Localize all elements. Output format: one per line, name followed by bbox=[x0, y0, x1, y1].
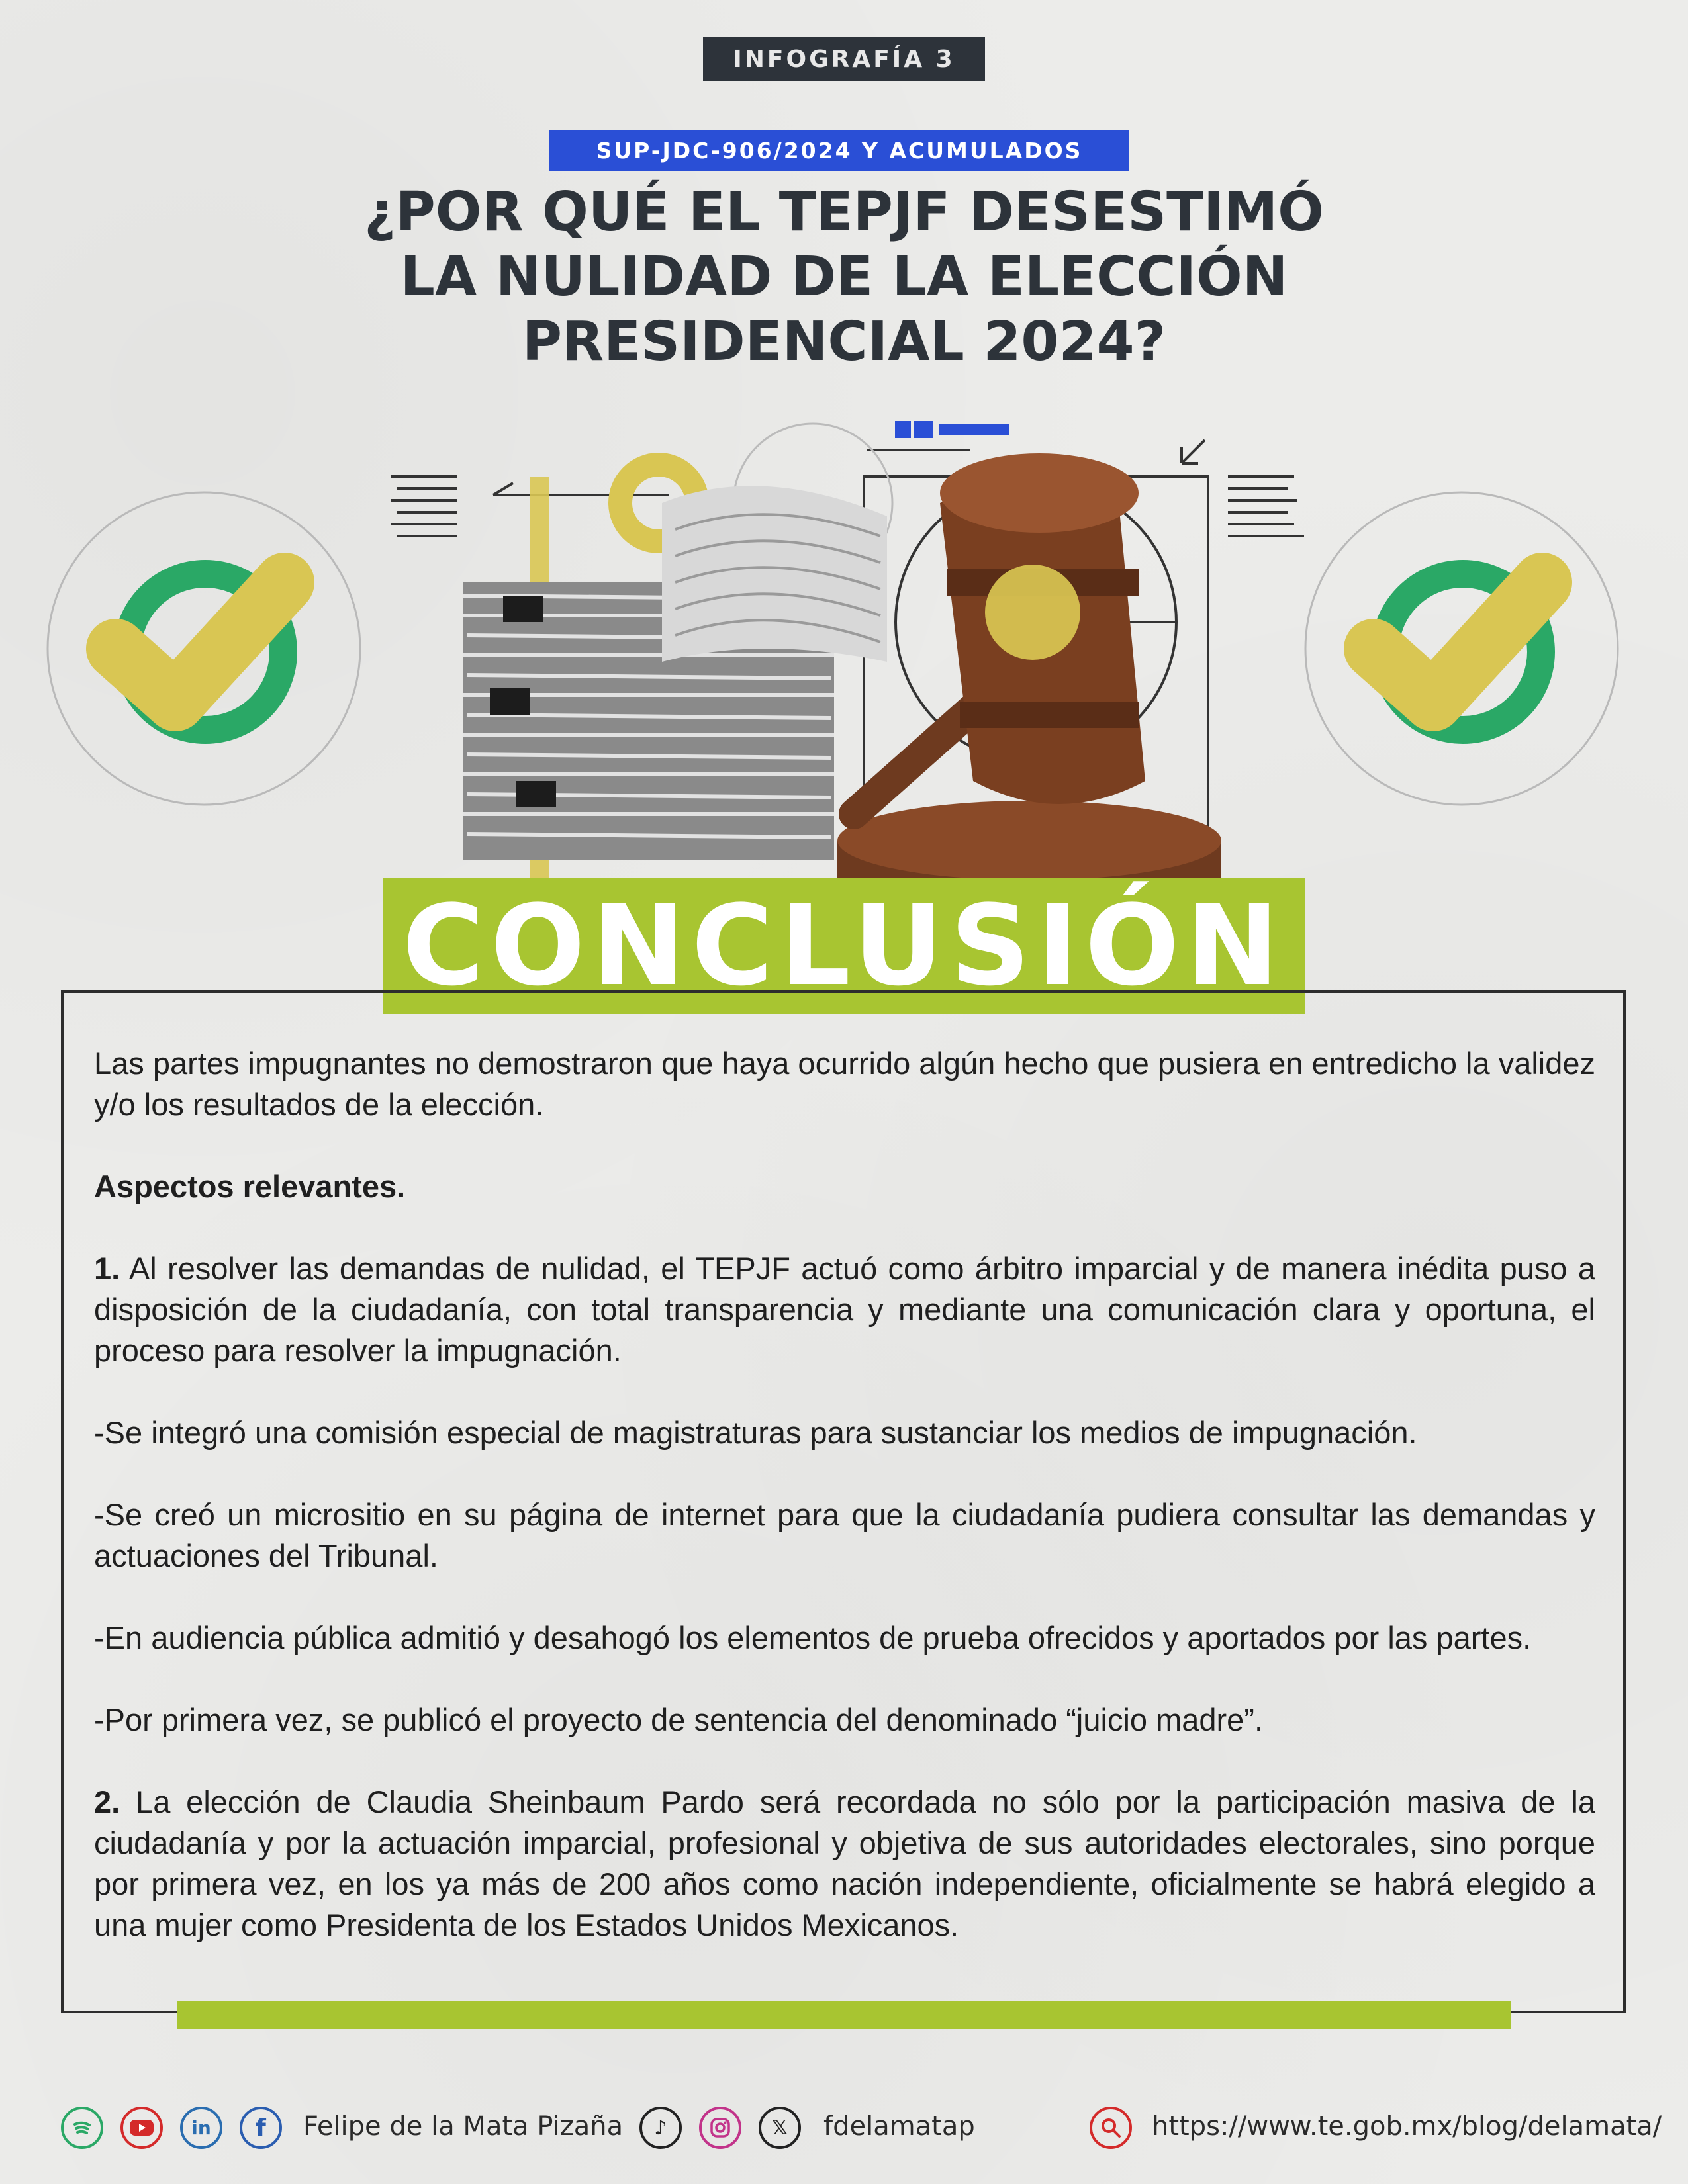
item-1 bbox=[94, 1248, 1595, 1371]
check-icon bbox=[1305, 492, 1618, 805]
search-icon[interactable] bbox=[1090, 2107, 1132, 2149]
linkedin-icon[interactable]: in bbox=[180, 2107, 222, 2149]
youtube-icon[interactable] bbox=[120, 2107, 163, 2149]
bullet-2: -Se creó un micrositio en su página de internet para que la ciudadanía pudiera consultar las demandas y actuaciones del Tribunal. bbox=[94, 1497, 1595, 1573]
bullet-3: -En audiencia pública admitió y desahogó los elementos de prueba ofrecidos y aportados por las partes. bbox=[94, 1620, 1532, 1655]
social-handle: fdelamatap bbox=[823, 2111, 975, 2142]
title-line-1: ¿POR QUÉ EL TEPJF DESESTIMÓ bbox=[364, 181, 1324, 244]
conclusion-heading: CONCLUSIÓN bbox=[402, 881, 1286, 1011]
page-title bbox=[199, 180, 1489, 375]
tiktok-icon[interactable]: ♪ bbox=[639, 2107, 682, 2149]
accent-underbar bbox=[177, 2001, 1511, 2029]
blog-url-link[interactable]: https://www.te.gob.mx/blog/delamata/ bbox=[1152, 2111, 1662, 2142]
conclusion-content bbox=[94, 1043, 1595, 1946]
title-line-3: PRESIDENCIAL 2024? bbox=[522, 310, 1166, 373]
bullet-4: -Por primera vez, se publicó el proyecto de sentencia del denominado “juicio madre”. bbox=[94, 1702, 1264, 1737]
paper-stack bbox=[463, 486, 887, 860]
x-icon[interactable]: 𝕏 bbox=[759, 2107, 801, 2149]
item-2 bbox=[94, 1782, 1595, 1946]
item-1-text: Al resolver las demandas de nulidad, el TEPJF actuó como árbitro imparcial y de manera inédita puso a disposición de la ciudadanía, con total transparencia y mediante una comunicación clara y oportuna, el proceso para resolver la impugnación. bbox=[94, 1251, 1595, 1368]
gavel-icon bbox=[837, 453, 1221, 927]
facebook-icon[interactable]: f bbox=[240, 2107, 282, 2149]
instagram-icon[interactable] bbox=[699, 2107, 741, 2149]
check-icon bbox=[48, 492, 360, 805]
item-2-text: La elección de Claudia Sheinbaum Pardo será recordada no sólo por la participación masiva de la ciudadanía y por la actuación imparcial, profesional y objetiva de sus autoridades electorales, sino porque por primera vez, en los ya más de 200 años como nación independiente, oficialmente se habrá elegido a una mujer como Presidenta de los Estados Unidos Mexicanos. bbox=[94, 1784, 1595, 1942]
bullet-1: -Se integró una comisión especial de magistraturas para sustanciar los medios de impugnación. bbox=[94, 1415, 1417, 1450]
section-heading: Aspectos relevantes. bbox=[94, 1169, 406, 1204]
author-name: Felipe de la Mata Pizaña bbox=[303, 2111, 624, 2142]
case-number-badge: SUP-JDC-906/2024 Y ACUMULADOS bbox=[549, 130, 1129, 171]
item-2-number: 2. bbox=[94, 1784, 120, 1819]
spotify-icon[interactable] bbox=[61, 2107, 103, 2149]
item-1-number: 1. bbox=[94, 1251, 120, 1286]
title-line-2: LA NULIDAD DE LA ELECCIÓN bbox=[400, 246, 1288, 308]
infographic-badge: INFOGRAFÍA 3 bbox=[703, 37, 985, 81]
intro-paragraph: Las partes impugnantes no demostraron que haya ocurrido algún hecho que pusiera en entredicho la validez y/o los resultados de la elección. bbox=[94, 1046, 1595, 1122]
